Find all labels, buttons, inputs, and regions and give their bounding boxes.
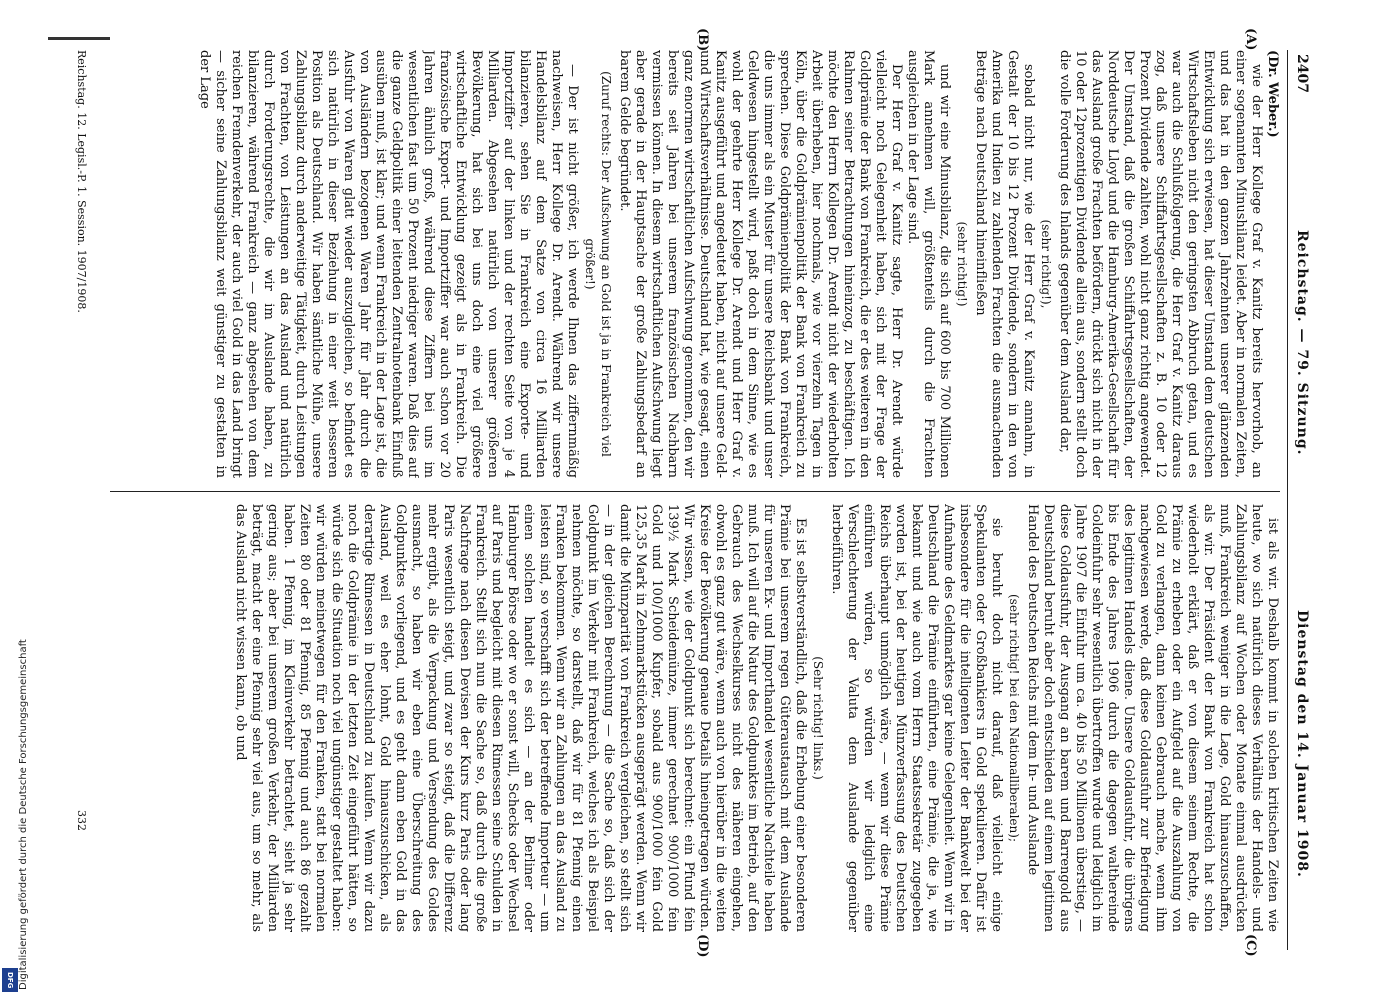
left-interjection-3: (Zuruf rechts: Der Aufschwung an Gold ist ja in Frankreich viel größer!)	[583, 71, 613, 457]
left-interjection-1: (sehr richtig!),	[1039, 219, 1053, 309]
column-divider	[110, 491, 1280, 492]
right-column	[100, 504, 1280, 932]
margin-marker-d: (D)	[695, 934, 710, 958]
left-paragraph-4: Der Herr Graf v. Kanitz sagte, Herr Dr. Arendt würde vielleicht noch Gelegenheit haben, sich mit der Frage der Goldprämie der Bank von Frankreich, die er des weiteren in den Rahmen seiner Betrachtungen hineinzog, zu beschäftigen. Ich möchte den Herrn Kollegen Dr. Arendt nicht der wiederholten Arbeit überheben, hier nochmals, wie vor vierzehn Tagen in Köln, über die Goldprämienpolitik der Bank von Frankreich zu sprechen. Diese Goldprämienpolitik der Bank von Frankreich, die uns immer als ein Muster für unsere Reichsbank und unser Geldwesen hingestellt wird, paßt doch in dem Sinne, wie es wohl der geehrte Herr Kollege Dr. Arendt und Herr Graf v. Kanitz ausgeführt und angedeutet haben, nicht auf unsere Geld- und Wirtschaftsverhältnisse. Deutschland hat, wie gesagt, einen ganz enormen wirtschaftlichen Aufschwung genommen, den wir bereits seit Jahren bei unserem französischen Nachbarn vermissen können. In diesem wirtschaftlichen Aufschwung liegt aber gerade in der Hauptsache der große Zahlungsbedarf an barem Gelde begründet.	[617, 50, 904, 478]
digitization-note: Digitalisierung gefördert durch die Deutsche Forschungsgemeinschaft	[18, 639, 29, 990]
header-rule	[1287, 50, 1288, 950]
right-paragraph-3: Es ist selbstverständlich, daß die Erhebung einer besonderen Prämie bei unserem regen Güteraustausch mit dem Auslande für unseren Ex- und Importhandel wesentliche Nachteile haben muß. Ich will auf die Natur des Goldpunktes im Betrieb, auf den Gebrauch des Wechselkurses nicht des näheren eingehen, obwohl es ganz gut wäre, wenn auch von hierüber in die weiten Kreise der Bevölkerung genaue Details hineingetragen würden. Wir wissen, wie der Goldpunkt sich berechnet: ein Pfund fein 139½ Mark Scheidemünze, immer gerechnet 900/1000 fein Gold und 100/1000 Kupfer, sobald aus 900/1000 fein Gold 125,35 Mark in Zehnmarkstücken ausgeprägt werden. Wenn wir damit die Münzparität von Frankreich vergleichen, so stellt sich — in der gleichen Berechnung — die Sache so, daß sich der Goldpunkt im Verkehr mit Frankreich, welches ich als Beispiel nehmen möchte, so darstellt, daß wir für 81 Pfennig einen Franken bekommen. Wenn wir an Zahlungen an das Ausland zu leisten sind, so verschafft sich der betreffende Importeur — um einen solchen handelt es sich — an der Berliner oder Hamburger Börse oder wo er sonst will, Schecks oder Wechsel auf Paris und begleicht mit diesen Rimessen seine Schulden in Frankreich. Stellt sich nun die Sache so, daß durch die große Nachfrage nach diesen Devisen der Kurs kurz Paris oder lang Paris wesentlich steigt, und zwar so steigt, daß die Differenz mehr ergibt, als die Verpackung und Versendung des Goldes ausmacht, so haben wir eben eine Überschreitung des Goldpunktes vorliegend, und es geht dann eben Gold in das Ausland, weil es eher lohnt, Gold hinauszuschicken, als derartige Rimessen in Deutschland zu kaufen. Wenn wir dazu noch die Goldprämie in der letzten Zeit eingeführt hätten, so würde sich die Situation noch viel ungünstiger gestaltet haben: wir würden meinetwegen für den Franken, statt bei normalen Zeiten 80 oder 81 Pfennig, 85 Pfennig und auch 86 gezahlt haben. 1 Pfennig, im Kleinverkehr betrachtet, sieht ja sehr gering aus; aber bei unserem großen Verkehr, der Milliarden beträgt, macht der eine Pfennig sehr viel aus, um so mehr, als das Ausland nicht wissen kann, ob und	[233, 504, 808, 932]
left-paragraph-1: wie der Herr Kollege Graf v. Kanitz bereits hervorhob, an einer sogenannten Minushilanz leidet. Aber in normalen Zeiten, und das hat in den ganzen Jahrzehnten unserer glänzenden Entwicklung sich erwiesen, hat dieser Umstand dem deutschen Wirtschaftsleben nicht den geringsten Abbruch getan, und es war auch die Schlußfolgerung, die Herr Graf v. Kanitz daraus zog, daß unsere Schiffahrtsgesellschaften z. B. 10 oder 12 Prozent Dividende zahlten, wohl nicht ganz richtig angewendet. Der Umstand, daß die großen Schiffahrtsgesellschaften, der Norddeutsche Lloyd und die Hamburg-Amerika-Gesellschaft für das Ausland große Frachten befördern, drückt sich nicht in der 10 oder 12prozentigen Dividende allein aus, sondern stellt doch die volle Forderung des Inlands gegenüber dem Ausland dar,	[1057, 50, 1264, 478]
scan-edge-mark	[48, 37, 110, 40]
left-interjection-2: (sehr richtig!)	[955, 221, 969, 307]
session-date: Dienstag den 14. Januar 1908.	[1294, 610, 1310, 878]
right-interjection-1: (sehr richtig! bei den Nationalliberalen);	[1007, 594, 1021, 842]
margin-marker-a: (A)	[1243, 28, 1258, 51]
left-column	[100, 50, 1280, 478]
dfg-logo: DFG	[2, 968, 18, 992]
page-header	[1288, 50, 1310, 950]
right-paragraph-1: ist als wir. Deshalb kommt in solchen kritischen Zeiten wie heute, wo sich natürlich dieses Verhältnis der Handels- und Zahlungsbilanz auf Wochen oder Monate einmal ausdrücken muß, Frankreich weniger in die Lage, Gold hinauszuschaffen, als wir. Der Präsident der Bank von Frankreich hat schon wiederholt erklärt, daß er von diesem seinem Rechte, die Prämie zu erheben oder ein Aufgeld auf die Auszahlung von Gold zu verlangen, dann keinen Gebrauch mache, wenn ihm nachgewiesen werde, daß diese Goldausfuhr zur Befriedigung des legitimen Handels diene. Unsere Goldausfuhr, die übrigens bis Ende des Jahres 1906 durch die dagegen walthereinde Goldeinfuhr sehr wesentlich übertroffen wurde und lediglich im Jahre 1907 die Einfuhr um ca. 40 bis 50 Millionen überstieg, — diese Goldausfuhr, der Ausgang an barem und Barrengold aus Deutschland beruht aber doch entschieden auf einem legitimen Handel des Deutschen Reichs mit dem In- und Auslande	[1025, 504, 1280, 932]
digitization-sidebar	[0, 0, 29, 1000]
margin-marker-c: (C)	[1243, 934, 1258, 957]
margin-marker-b: (B)	[695, 28, 710, 52]
speaker-name: (Dr. Weber.)	[1265, 50, 1280, 138]
left-paragraph-2: sobald nicht nur, wie der Herr Graf v. Kanitz annahm, in Gestalt der 10 bis 12 Prozent Dividende, sondern in den von Amerika und Indien zu zahlenden Frachten die ausmachenden Beträge nach Deutschland hineinfließen	[973, 50, 1036, 478]
right-interjection-2: (Sehr richtig! links.)	[811, 656, 825, 780]
footer-sheet-number: 332	[75, 810, 88, 831]
left-paragraph-3: und wir eine Minusbilanz, die sich auf 600 bis 700 Millionen Mark annehmen will, größtenteils durch die Frachten ausgleichen in der Lage sind.	[905, 50, 952, 478]
page-number: 2407	[1294, 54, 1310, 93]
footer-source: Reichstag. 12. Legisl.-P. 1. Session. 1907/1908.	[75, 50, 88, 313]
right-paragraph-2: sie beruht doch nicht darauf, daß vielleicht einige Spekulanten oder Großbankiers in Gold spekulieren. Dafür ist insbesondere für die intelligenten Leiter der Bankwelt bei der Aufnahme des Geldmarktes gar keine Gelegenheit. Wenn wir in Deutschland die Prämie einführten, eine Prämie, die ja, wie bekannt und wie auch vom Herrn Staatssekretär zugegeben worden ist, bei der heutigen Münzverfassung des Deutschen Reichs überhaupt unmöglich wäre, — wenn wir diese Prämie einführen würden, so würden wir lediglich eine Verschlechterung der Valuta dem Auslande gegenüber herbeiführen.	[829, 504, 1004, 932]
left-paragraph-5: — Der ist nicht größer, ich werde Ihnen das ziffernmäßig nachweisen, Herr Kollege Dr. Arendt. Während wir unsere Handelsbilanz auf dem Satze von circa 16 Milliarden bilanzieren, sehen Sie in Frankreich eine Exporte- und Importziffer auf der linken und der rechten Seite von je 4 Milliarden. Abgesehen natürlich von unserer größeren Bevölkerung, hat sich bei uns doch eine viel größere wirtschaftliche Entwicklung gezeigt als in Frankreich. Die französische Export- und Importziffer war auch schon vor 20 Jahren ähnlich groß, während diese Ziffern bei uns im wesentlichen fast um 50 Prozent niedriger waren. Daß dies auf die ganze Geldpolitik einer leitenden Zentralnotenbank Einfluß ausüben muß, ist klar; und wenn Frankreich in der Lage ist, die von Ausländern bezogenen Waren Jahr für Jahr durch die Ausfuhr von Waren glatt wieder auszugleichen, so befindet es sich natürlich in dieser Beziehung in einer weit besseren Position als Deutschland. Wir haben sämtliche Mühe, unsere Zahlungsbilanz durch anderweitige Tätigkeit, durch Leistungen von Frachten, von Leistungen an das Ausland und natürlich durch Forderungsrechte, die wir im Auslande haben, zu bilanzieren, während Frankreich — ganz abgesehen von dem reichen Fremdenverkehr, der auch viel Gold in das Land bringt — sicher seine Zahlungsbilanz weit günstiger zu gestalten in der Lage	[197, 50, 580, 478]
newspaper-page	[50, 28, 1310, 958]
session-title: Reichstag. — 79. Sitzung.	[1294, 230, 1310, 456]
